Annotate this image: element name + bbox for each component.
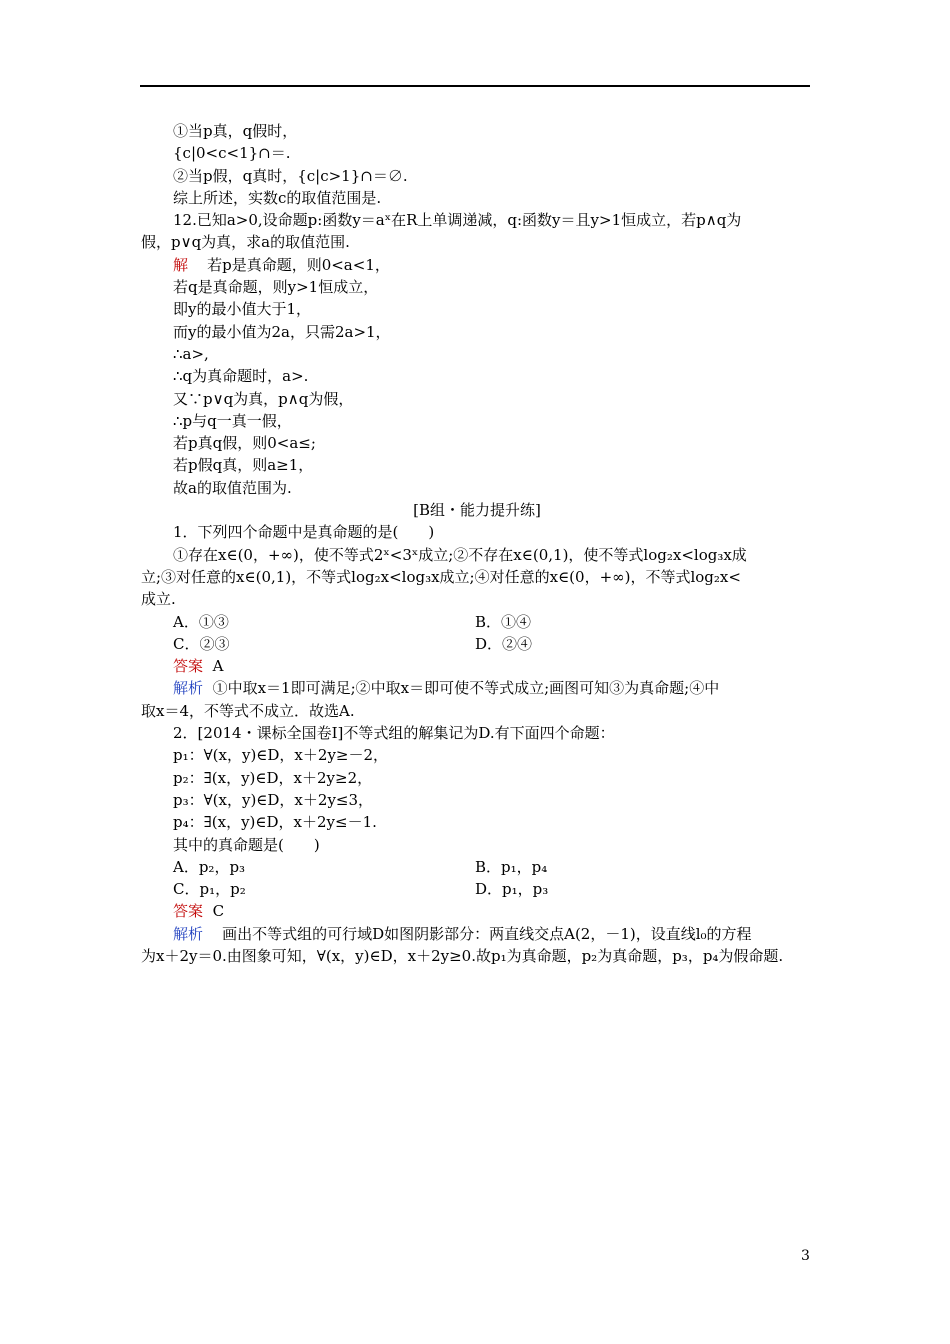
- analysis-line: [141, 677, 813, 699]
- solution-label: 解: [173, 255, 189, 274]
- text-line: p₁：∀(x，y)∈D，x＋2y≥－2，: [173, 746, 389, 765]
- option-c: C．p₁，p₂: [173, 880, 246, 899]
- answer-value: A: [212, 657, 224, 676]
- text-line: 综上所述，实数c的取值范围是.: [173, 188, 382, 207]
- text-line: p₂：∃(x，y)∈D，x＋2y≥2，: [173, 768, 373, 787]
- text-line: 而y的最小值为2a，只需2a>1，: [173, 322, 391, 341]
- option-b: B．①④: [475, 612, 532, 631]
- answer-line: [141, 900, 813, 922]
- text-line: 即y的最小值大于1，: [173, 300, 312, 319]
- option-a: A．p₂，p₃: [173, 857, 246, 876]
- page-content: [141, 120, 813, 967]
- text-line: 取x＝4，不等式不成立．故选A.: [141, 701, 355, 720]
- analysis-line: [141, 923, 813, 945]
- solution-line: [141, 254, 813, 276]
- answer-label: 答案: [173, 657, 204, 676]
- text-line: 假，p∨q为真，求a的取值范围.: [141, 233, 350, 252]
- answer-line: [141, 655, 813, 677]
- answer-value: C: [212, 902, 225, 921]
- text-line: 若p假q真，则a≥1，: [173, 456, 314, 475]
- text-line: ∴q为真命题时，a>.: [173, 367, 309, 386]
- option-a: A．①③: [173, 612, 229, 631]
- option-d: D．p₁，p₃: [475, 880, 549, 899]
- text-line: 故a的取值范围为.: [173, 478, 292, 497]
- text-line: 立;③对任意的x∈(0,1)，不等式log₂x<log₃x成立;④对任意的x∈(0，+∞)，不等式log₂x<: [141, 567, 741, 586]
- text-line: ∴p与q一真一假，: [173, 411, 292, 430]
- text-line: {c|0<c<1}∩＝.: [173, 144, 291, 163]
- text-line: 为x＋2y＝0.由图象可知，∀(x，y)∈D，x＋2y≥0.故p₁为真命题，p₂为真命题，p₃，p₄为假命题.: [141, 946, 784, 965]
- text-line: p₃：∀(x，y)∈D，x＋2y≤3，: [173, 790, 374, 809]
- question-12: 12.已知a>0,设命题p:函数y＝aˣ在R上单调递减，q:函数y＝且y>1恒成立，若p∧q为: [173, 211, 742, 230]
- analysis-label: 解析: [173, 679, 204, 698]
- analysis-text: ①中取x＝1即可满足;②中取x＝即可使不等式成立;画图可知③为真命题;④中: [212, 679, 720, 698]
- q1-options-row-2: [141, 633, 813, 655]
- analysis-text: 画出不等式组的可行域D如图阴影部分：两直线交点A(2，－1)，设直线l₀的方程: [222, 924, 752, 943]
- text-line: 若p真q假，则0<a≤;: [173, 434, 316, 453]
- question-1: 1．下列四个命题中是真命题的是( ): [173, 523, 435, 542]
- text-line: 又∵p∨q为真，p∧q为假，: [173, 389, 354, 408]
- q1-options-row-1: [141, 611, 813, 633]
- text-line: ①存在x∈(0，+∞)，使不等式2ˣ<3ˣ成立;②不存在x∈(0,1)，使不等式log₂x<log₃x成: [173, 545, 747, 564]
- text-line: ②当p假，q真时，{c|c>1}∩＝∅.: [173, 166, 408, 185]
- q2-options-row-2: [141, 878, 813, 900]
- solution-text: 若p是真命题，则0<a<1，: [207, 255, 390, 274]
- page-number: 3: [801, 1248, 810, 1264]
- question-2: 2．[2014・课标全国卷Ⅰ]不等式组的解集记为D.有下面四个命题：: [173, 724, 615, 743]
- answer-label: 答案: [173, 902, 204, 921]
- option-d: D．②④: [475, 634, 533, 653]
- section-heading: [B组・能力提升练]: [413, 501, 541, 520]
- option-c: C．②③: [173, 634, 230, 653]
- header-rule: [140, 85, 810, 87]
- text-line: 成立.: [141, 590, 176, 609]
- text-line: ∴a>,: [173, 344, 209, 363]
- text-line: 若q是真命题，则y>1恒成立，: [173, 278, 379, 297]
- text-line: 其中的真命题是( ): [173, 835, 320, 854]
- q2-options-row-1: [141, 856, 813, 878]
- text-line: ①当p真，q假时，: [173, 122, 298, 140]
- text-line: p₄：∃(x，y)∈D，x＋2y≤－1.: [173, 813, 377, 832]
- option-b: B．p₁，p₄: [475, 857, 548, 876]
- analysis-label: 解析: [173, 924, 204, 943]
